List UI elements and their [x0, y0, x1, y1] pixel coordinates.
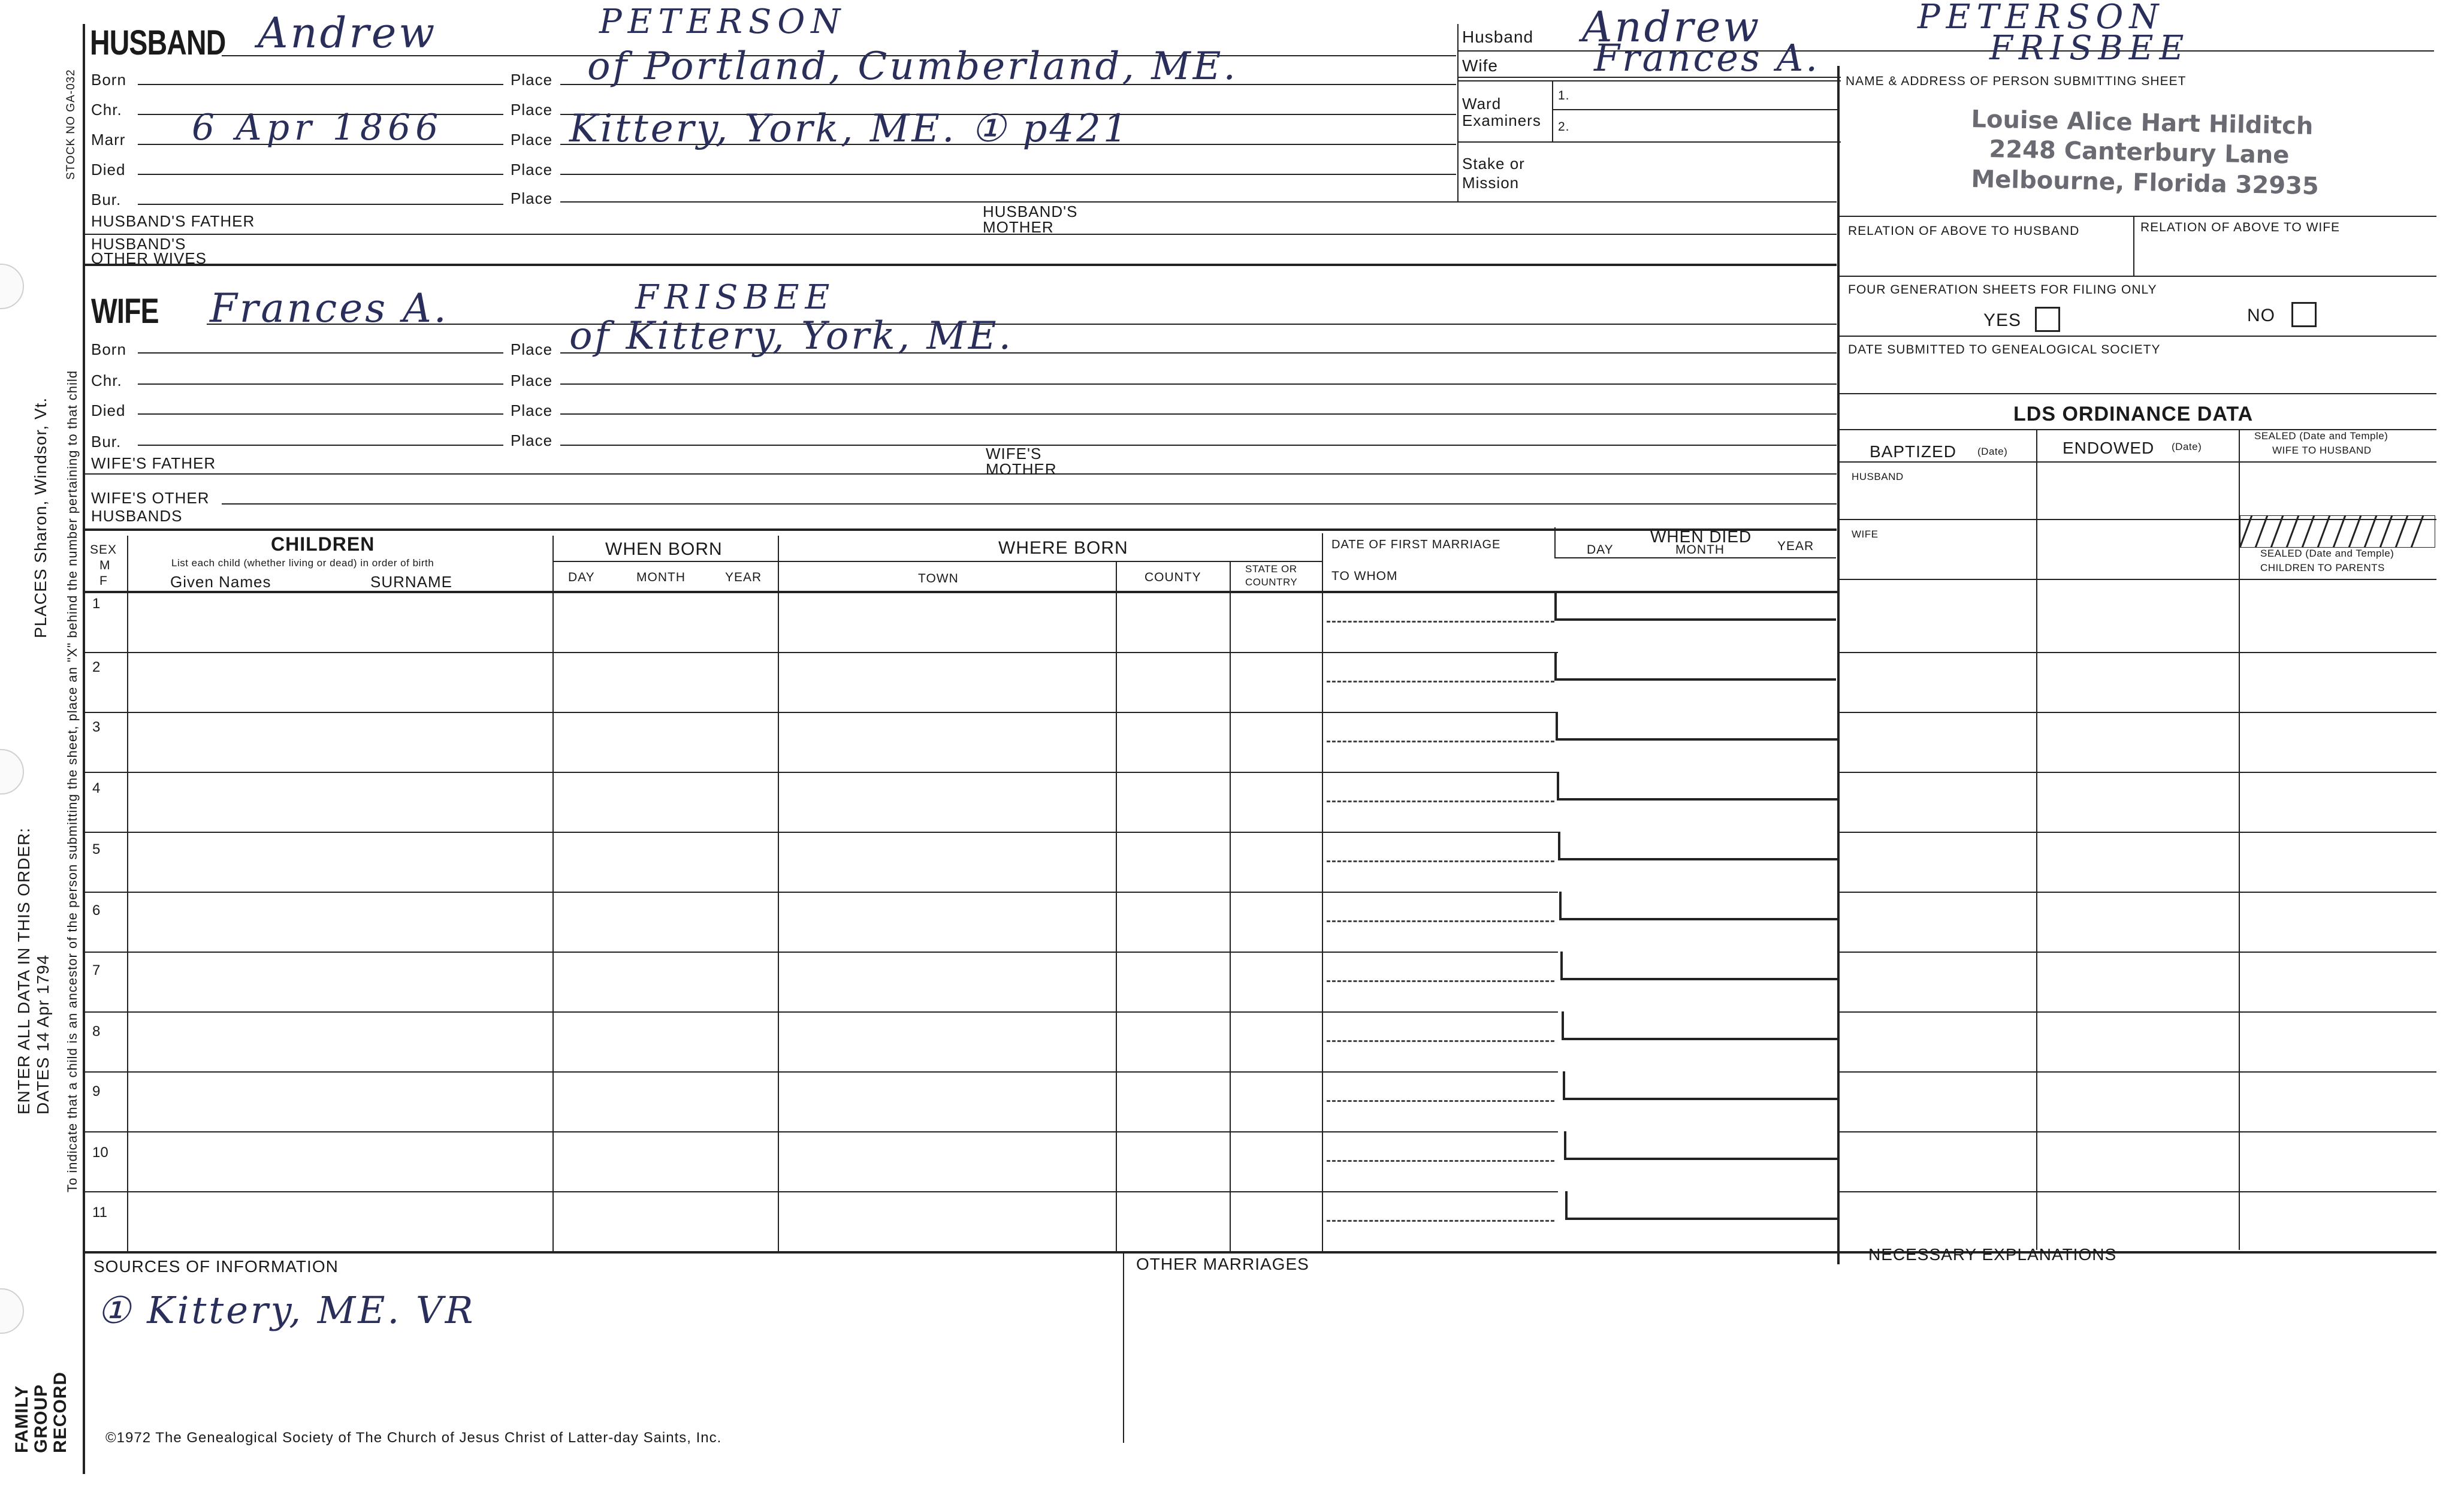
- punch-hole-middle: [0, 749, 24, 795]
- sources-divider: [1123, 1251, 1124, 1443]
- sealed-wife-label-2: WIFE TO HUSBAND: [2272, 445, 2372, 456]
- marriage-dash: [1327, 920, 1554, 922]
- died-box-left: [1554, 592, 1557, 618]
- born-place-label: Place: [511, 71, 553, 89]
- died-box-bottom: [1564, 1158, 1837, 1160]
- relation-top-line: [1837, 216, 2436, 217]
- row-number: 8: [92, 1023, 101, 1040]
- lds-row-line: [1837, 652, 2436, 653]
- wifes-other-husbands-line: [222, 503, 1837, 505]
- no-checkbox[interactable]: [2291, 302, 2317, 327]
- ward-bottom: [1457, 141, 1841, 143]
- endowed-label: ENDOWED: [2063, 439, 2155, 457]
- yes-label: YES: [1983, 310, 2022, 330]
- died-day-label: DAY: [1587, 543, 1614, 557]
- relation-wife-label: RELATION OF ABOVE TO WIFE: [2140, 221, 2341, 234]
- wife-chr-label: Chr.: [91, 372, 122, 389]
- date-submitted-line: [1837, 393, 2436, 394]
- relation-bottom-line: [1837, 276, 2436, 277]
- lds-row-line: [1837, 952, 2436, 953]
- wife-given-name: Frances A.: [210, 285, 449, 331]
- died-box-left: [1554, 652, 1557, 678]
- died-place-line: [560, 174, 1456, 175]
- born-day-label: DAY: [568, 570, 595, 584]
- row-line: [84, 652, 1558, 653]
- lds-husband-row-label: HUSBAND: [1852, 471, 1904, 482]
- row-number: 2: [92, 659, 101, 675]
- side-instructions-indicate: To indicate that a child is an ancestor of the person submitting the sheet, place an "X" behind the number pertaining to that child: [65, 370, 80, 1192]
- wife-born-label: Born: [91, 340, 126, 358]
- born-year-label: YEAR: [725, 570, 762, 584]
- husbands-mother-label-1: HUSBAND'S: [983, 203, 1078, 221]
- right-ward-line: [1457, 80, 1841, 81]
- ward-label-2: Examiners: [1462, 111, 1541, 129]
- other-marriages-label: OTHER MARRIAGES: [1136, 1255, 1309, 1273]
- child-row[interactable]: [84, 652, 1838, 712]
- lds-row-line: [1837, 1191, 2436, 1192]
- sex-label-3: F: [99, 574, 108, 588]
- when-born-split: [552, 561, 778, 562]
- died-box-top: [1554, 592, 1836, 593]
- lds-row-line: [1837, 1011, 2436, 1013]
- row-number: 10: [92, 1144, 108, 1161]
- wife-heading: WIFE: [91, 292, 159, 331]
- punch-hole-bottom: [0, 1288, 24, 1334]
- surname-label: SURNAME: [370, 573, 453, 591]
- died-split: [1554, 557, 1836, 558]
- died-box-bottom: [1558, 858, 1837, 860]
- lds-row-line: [1837, 892, 2436, 893]
- wife-bur-place-line: [560, 445, 1837, 446]
- row-number: 1: [92, 596, 101, 612]
- marriage-dash: [1327, 621, 1554, 623]
- baptized-date-label: (Date): [1977, 446, 2008, 457]
- lds-row-line: [1837, 772, 2436, 773]
- wifes-father-line: [84, 473, 1837, 475]
- wifes-mother-label-2: MOTHER: [986, 460, 1057, 478]
- wifes-father-label: WIFE'S FATHER: [91, 454, 216, 472]
- wife-section-bottom: [84, 528, 1837, 531]
- died-box-left: [1562, 1011, 1564, 1038]
- family-group-record-2: GROUP: [31, 1384, 51, 1453]
- child-row[interactable]: [84, 892, 1838, 952]
- wife-bur-line: [138, 445, 503, 446]
- submitter-stamp-name: Louise Alice Hart Hilditch: [1971, 105, 2314, 140]
- family-group-record-3: RECORD: [50, 1371, 70, 1453]
- died-box-bottom: [1554, 678, 1836, 681]
- child-row[interactable]: [84, 1071, 1838, 1131]
- stock-number: STOCK NO GA-032: [65, 69, 77, 180]
- died-box-left: [1565, 1191, 1568, 1218]
- copyright-line: ©1972 The Genealogical Society of The Church of Jesus Christ of Latter-day Saints, Inc.: [105, 1430, 722, 1446]
- child-row[interactable]: [84, 832, 1838, 892]
- ward-divider: [1552, 80, 1553, 141]
- sealed-hatch: [2240, 515, 2435, 548]
- given-names-label: Given Names: [170, 573, 271, 591]
- chr-place-label: Place: [511, 101, 553, 119]
- child-row[interactable]: [84, 772, 1838, 832]
- died-box-bottom: [1556, 738, 1837, 741]
- born-month-label: MONTH: [636, 570, 686, 584]
- state-label-2: COUNTRY: [1245, 576, 1298, 588]
- relation-husband-label: RELATION OF ABOVE TO HUSBAND: [1848, 224, 2080, 238]
- died-box-left: [1564, 1131, 1566, 1158]
- state-label-1: STATE OR: [1245, 563, 1297, 575]
- wifes-mother-label-1: WIFE'S: [986, 445, 1042, 463]
- lds-row-line: [1837, 832, 2436, 833]
- marriage-dash: [1327, 1100, 1554, 1102]
- right-wife-given: Frances A.: [1594, 36, 1820, 80]
- husbands-father-label: HUSBAND'S FATHER: [91, 212, 255, 230]
- wife-born-place-label: Place: [511, 340, 553, 358]
- marriage-dash: [1327, 681, 1554, 682]
- row-line: [84, 952, 1558, 953]
- bur-place-line: [560, 201, 1837, 203]
- died-box-bottom: [1559, 918, 1837, 920]
- sources-value: ① Kittery, ME. VR: [97, 1288, 476, 1332]
- row-number: 6: [92, 902, 101, 919]
- when-born-label: WHEN BORN: [605, 539, 723, 559]
- right-wife-label: Wife: [1462, 56, 1498, 75]
- born-label: Born: [91, 71, 126, 89]
- family-group-record-1: FAMILY: [12, 1385, 32, 1453]
- row-number: 3: [92, 719, 101, 735]
- when-died-label: WHEN DIED: [1650, 527, 1752, 546]
- died-box-bottom: [1562, 1038, 1837, 1040]
- no-label: NO: [2247, 306, 2275, 325]
- side-places: PLACES Sharon, Windsor, Vt.: [31, 397, 50, 638]
- child-row[interactable]: [84, 1191, 1838, 1251]
- ward-label-1: Ward: [1462, 95, 1502, 113]
- died-box-left: [1556, 712, 1558, 738]
- husband-surname: PETERSON: [599, 2, 847, 41]
- died-place-label: Place: [511, 161, 553, 179]
- child-row[interactable]: [84, 712, 1838, 772]
- wife-name-line: [207, 324, 1837, 325]
- died-box-left: [1563, 1071, 1565, 1098]
- right-husband-surname: PETERSON: [1918, 0, 2165, 37]
- marriage-dash: [1327, 860, 1554, 862]
- husband-given-name: Andrew: [258, 8, 437, 58]
- child-row[interactable]: [84, 952, 1838, 1011]
- sources-label: SOURCES OF INFORMATION: [93, 1257, 339, 1276]
- lds-title: LDS ORDINANCE DATA: [2013, 403, 2254, 425]
- died-year-label: YEAR: [1777, 539, 1814, 553]
- yes-checkbox[interactable]: [2035, 307, 2060, 332]
- row-line: [84, 712, 1558, 713]
- first-marriage-label: DATE OF FIRST MARRIAGE: [1331, 538, 1501, 551]
- row-number: 7: [92, 962, 101, 978]
- died-box-bottom: [1565, 1218, 1837, 1220]
- row-line: [84, 772, 1558, 773]
- wifes-other-husbands-label-1: WIFE'S OTHER: [91, 489, 210, 507]
- row-line: [84, 832, 1558, 833]
- examiner-1-line: [1552, 109, 1840, 110]
- wife-born-line: [138, 352, 503, 354]
- marriage-dash: [1327, 1040, 1554, 1042]
- town-label: TOWN: [918, 572, 959, 585]
- sealed-wife-label-1: SEALED (Date and Temple): [2254, 430, 2388, 442]
- died-box-bottom: [1563, 1098, 1837, 1100]
- died-month-label: MONTH: [1675, 543, 1725, 557]
- four-gen-bottom-line: [1837, 336, 2436, 337]
- wife-chr-place-line: [560, 383, 1837, 385]
- sealed-children-label-2: CHILDREN TO PARENTS: [2260, 562, 2385, 573]
- marriage-dash: [1327, 980, 1554, 982]
- marriage-dash: [1327, 1160, 1554, 1162]
- husbands-father-line: [84, 234, 1837, 235]
- side-enter-all: ENTER ALL DATA IN THIS ORDER:: [14, 827, 33, 1114]
- wife-died-label: Died: [91, 401, 126, 419]
- died-box-left: [1559, 892, 1562, 918]
- wife-died-place-label: Place: [511, 401, 553, 419]
- county-label: COUNTY: [1145, 570, 1201, 584]
- lds-header-line: [1837, 461, 2436, 463]
- punch-hole-top: [0, 264, 24, 309]
- endowed-date-label: (Date): [2172, 441, 2202, 452]
- bur-line: [138, 204, 503, 205]
- stake-label-1: Stake or: [1462, 155, 1525, 173]
- died-box-left: [1557, 772, 1559, 798]
- wifes-other-husbands-label-2: HUSBANDS: [91, 507, 183, 525]
- children-note: List each child (whether living or dead) in order of birth: [171, 557, 434, 569]
- lds-col-1: [2036, 429, 2037, 1250]
- husband-section-bottom: [84, 264, 1837, 266]
- died-line: [138, 174, 503, 175]
- chr-label: Chr.: [91, 101, 122, 119]
- wife-chr-place-label: Place: [511, 372, 553, 389]
- child-row[interactable]: [84, 1011, 1838, 1071]
- right-husband-given: Andrew: [1582, 2, 1762, 52]
- marriage-dash: [1327, 801, 1554, 802]
- row-line: [84, 1071, 1558, 1073]
- child-row[interactable]: [84, 1131, 1838, 1191]
- submitter-stamp-street: 2248 Canterbury Lane: [1989, 135, 2290, 170]
- baptized-label: BAPTIZED: [1870, 442, 1956, 461]
- died-box-left: [1560, 952, 1563, 978]
- marriage-dash: [1327, 741, 1554, 742]
- lds-wife-line: [1837, 579, 2436, 580]
- necessary-explanations-label: NECESSARY EXPLANATIONS: [1868, 1245, 2117, 1264]
- row-line: [84, 1191, 1558, 1192]
- date-submitted-label: DATE SUBMITTED TO GENEALOGICAL SOCIETY: [1848, 343, 2161, 357]
- died-box-bottom: [1554, 618, 1836, 621]
- wife-died-place-line: [560, 413, 1837, 415]
- died-box-bottom: [1560, 978, 1837, 980]
- row-line: [84, 892, 1558, 893]
- submitter-label: NAME & ADDRESS OF PERSON SUBMITTING SHEET: [1846, 74, 2187, 88]
- husband-heading: HUSBAND: [90, 23, 226, 62]
- right-husband-label: Husband: [1462, 28, 1534, 46]
- wife-born-place-value: of Kittery, York, ME.: [569, 314, 1013, 358]
- husbands-mother-label-2: MOTHER: [983, 218, 1054, 236]
- lds-row-line: [1837, 712, 2436, 713]
- row-number: 11: [92, 1204, 107, 1221]
- lds-row-line: [1837, 1071, 2436, 1073]
- born-line: [138, 84, 503, 85]
- lds-col-2: [2239, 429, 2240, 1250]
- row-number: 4: [92, 780, 101, 796]
- lds-wife-row-label: WIFE: [1852, 528, 1879, 540]
- bur-place-label: Place: [511, 189, 553, 207]
- row-line: [84, 1011, 1558, 1013]
- row-number: 9: [92, 1083, 101, 1100]
- row-number: 5: [92, 841, 101, 857]
- submitter-stamp-city: Melbourne, Florida 32935: [1971, 165, 2320, 201]
- husbands-other-wives-label-1: HUSBAND'S: [91, 235, 186, 253]
- marr-place-label: Place: [511, 131, 553, 149]
- examiner-1: 1.: [1558, 89, 1570, 102]
- sex-label-2: M: [99, 558, 111, 572]
- marriage-place-value: Kittery, York, ME. ① p421: [569, 107, 1130, 151]
- row-line: [84, 1131, 1558, 1132]
- died-label: Died: [91, 161, 126, 179]
- relation-divider: [2133, 216, 2134, 276]
- where-born-label: WHERE BORN: [998, 538, 1128, 558]
- side-dates: DATES 14 Apr 1794: [34, 954, 52, 1114]
- right-wife-surname: FRISBEE: [1989, 29, 2190, 68]
- wife-chr-line: [138, 383, 503, 385]
- children-title: CHILDREN: [271, 533, 375, 555]
- marriage-date-value: 6 Apr 1866: [192, 107, 443, 149]
- wife-died-line: [138, 413, 503, 415]
- child-row[interactable]: [84, 592, 1838, 652]
- bur-label: Bur.: [91, 191, 122, 209]
- died-box-bottom: [1557, 798, 1838, 801]
- died-box-left: [1558, 832, 1560, 858]
- wife-bur-place-label: Place: [511, 431, 553, 449]
- col-died: [1554, 527, 1556, 557]
- sealed-children-label-1: SEALED (Date and Temple): [2260, 548, 2394, 559]
- husband-born-place-value: of Portland, Cumberland, ME.: [587, 44, 1238, 89]
- marr-label: Marr: [91, 131, 126, 149]
- sex-label-1: SEX: [90, 543, 117, 557]
- marriage-dash: [1327, 1220, 1554, 1222]
- husbands-other-wives-label-2: OTHER WIVES: [91, 249, 207, 267]
- where-born-split: [778, 561, 1322, 562]
- to-whom-label: TO WHOM: [1331, 569, 1398, 583]
- examiner-2: 2.: [1558, 120, 1570, 134]
- stake-label-2: Mission: [1462, 174, 1520, 192]
- lds-row-line: [1837, 1131, 2436, 1132]
- four-gen-label: FOUR GENERATION SHEETS FOR FILING ONLY: [1848, 283, 2157, 297]
- wife-bur-label: Bur.: [91, 433, 122, 451]
- wife-surname: FRISBEE: [635, 278, 836, 317]
